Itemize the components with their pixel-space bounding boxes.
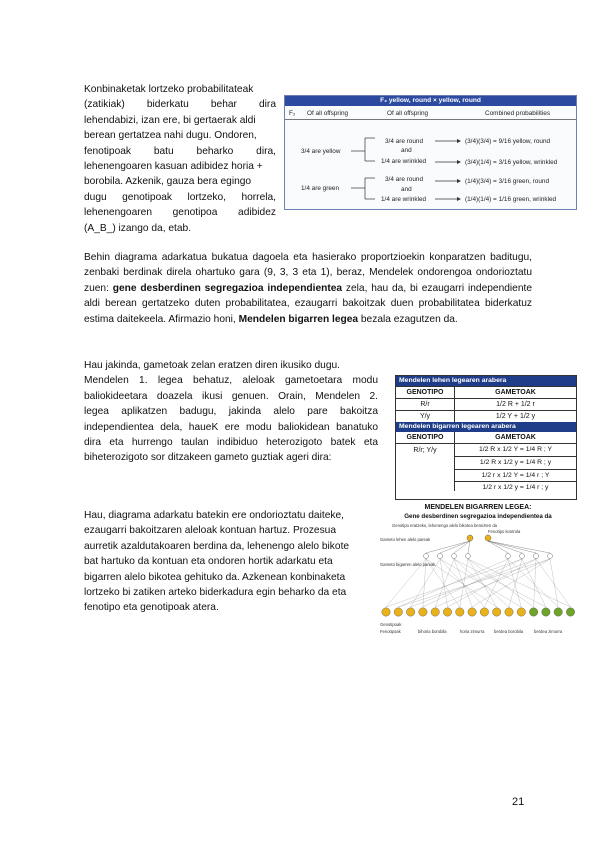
bold-term: gene desberdinen segregazioa independientea (112, 282, 343, 294)
text-line: Hau, diagrama adarkatu batekin ere ondorioztatu daiteke, (84, 510, 344, 521)
and-label: and (401, 147, 412, 154)
text-line: Mendelen 1. legea behatuz, aleloak gametoetara modu (84, 375, 378, 387)
offspring-seed (529, 608, 537, 616)
text-line: independientea dela, haueK ere modu baliokidean banatuko (84, 421, 378, 433)
table-row (396, 398, 576, 410)
diagram-note: Fenotipo kontrola (488, 529, 521, 534)
diagram-note: berdea zimurra (534, 629, 563, 634)
offspring-seed (566, 608, 574, 616)
figure-header: F₂ yellow, round × yellow, round (285, 96, 576, 106)
header-genotype: GENOTIPO (396, 387, 455, 398)
diagram-note: Gameto lehen alelo pareak (380, 537, 431, 542)
text-line: dira eta hurrengo taulan indibiduo heterozigoto batek eta (84, 437, 378, 449)
gamete-node (466, 554, 471, 559)
column-header: Of all offspring (307, 110, 349, 117)
text-line: berean gertatzea nahi dugu. Ondoren, (84, 130, 257, 142)
probability-branch-figure (284, 95, 577, 210)
text-line: Konbinaketak lortzeko probabilitateak (84, 84, 254, 95)
gamete-node (452, 554, 457, 559)
green-fraction: 1/4 are green (301, 185, 340, 192)
table-header-row (396, 432, 576, 443)
offspring-seed (480, 608, 488, 616)
text-run: Behin diagrama adarkatua bukatua dagoela eta hasierako proportzioekin konparatzen baditugu, zenbaki berdinak direla ohartuko gara (9, 3, 3 eta 1), beraz, Mendelek ondorengoa ondorioztatu zuen: (84, 252, 532, 294)
text-line: lehenengoaren genotipoa adibidez (84, 207, 276, 219)
gamete-node (548, 554, 553, 559)
page-number: 21 (512, 796, 525, 808)
paragraph-gametes (84, 358, 378, 466)
diagram-note: Genotipoak (380, 622, 402, 627)
offspring-seed (419, 608, 427, 616)
gametes-cell: 1/2 r x 1/2 y = 1/4 r ; y (482, 484, 549, 492)
text-line: (zatikiak) biderkatu behar dira (84, 99, 276, 111)
cross-diagram-graphic (378, 504, 578, 636)
branch-lines (285, 96, 576, 209)
gamete-node (424, 554, 429, 559)
combined-probability: (3/4)(1/4) = 3/16 yellow, wrinkled (465, 159, 558, 166)
yellow-fraction: 3/4 are yellow (301, 148, 341, 155)
paragraph-branch-diagram (84, 508, 374, 616)
text-line: lortzeko bi zatiken arteko biderkadura egin beharko da eta (84, 587, 347, 599)
offspring-seed (456, 608, 464, 616)
offspring-seed (517, 608, 525, 616)
text-line: Hau jakinda, gametoak zelan eratzen diren ikusiko dugu. (84, 360, 340, 371)
text-line: fenotipo eta genotipoak atera. (84, 602, 219, 614)
gametes-cell: 1/2 r x 1/2 Y = 1/4 r ; Y (455, 470, 576, 483)
diagram-note: Gameto bigarren alelo pareak (380, 562, 436, 567)
diagram-note: Genotipo eratzeko, lehenengo alelo bikotea bereizten da (392, 523, 497, 528)
second-law-diagram (378, 504, 578, 636)
table-header-row (396, 386, 576, 398)
diagram-note: Fenotipoak (380, 629, 401, 634)
diagram-note: berdea borobila (494, 629, 524, 634)
text-line: bat hartuko da kontuan eta ondoren hortik adarkatu eta (84, 556, 333, 568)
offspring-seed (554, 608, 562, 616)
text-line: legea aplikatzen badugu, jakinda alelo pare bakoitza (84, 406, 378, 418)
wrinkled-fraction: 1/4 are wrinkled (381, 196, 427, 203)
table-row (396, 443, 576, 491)
genotype-cell: Y/y (396, 411, 455, 422)
text-line: fenotipoak batu beharko dira, (84, 145, 276, 157)
text-line: borobila. Azkenik, gauza bera egingo (84, 176, 252, 188)
parent-seed (467, 535, 473, 541)
text-run: zela, hau da, bi ezaugarri independiente aldi berean gertatzeko duten probabilitatea, ezaugarri bakoitzak duen probabilitatea biderkatuz estima daitekeela. Afirmazio honi, (84, 282, 532, 325)
text-line: bigarren alelo bikotea gehituko da. Azkenean konbinaketa (84, 571, 346, 583)
header-gametes: GAMETOAK (495, 434, 536, 441)
gamete-node (520, 554, 525, 559)
round-fraction: 3/4 are round (385, 176, 424, 183)
table-band-first-law: Mendelen lehen legearen arabera (396, 376, 576, 386)
text-line: aurretik azaldutakoaren berdina da, lehenengo alelo bikote (84, 540, 350, 552)
offspring-seed (382, 608, 390, 616)
gametes-cell: 1/2 R + 1/2 r (496, 401, 535, 408)
combined-probability: (3/4)(3/4) = 9/16 yellow, round (465, 138, 551, 145)
bold-term: Mendelen bigarren legea (238, 313, 359, 325)
table-band-second-law: Mendelen bigarren legearen arabera (396, 422, 576, 432)
gametes-table (395, 375, 577, 500)
gametes-cell: 1/2 R x 1/2 y = 1/4 R ; y (455, 457, 576, 470)
text-line: (A_B_) izango da, etab. (84, 222, 192, 234)
gametes-cell: 1/2 R x 1/2 Y = 1/4 R ; Y (455, 444, 576, 457)
offspring-seed (394, 608, 402, 616)
column-header: Combined probabilities (485, 110, 551, 117)
header-gametes: GAMETOAK (495, 389, 536, 396)
genotype-cell: R/r (396, 399, 455, 410)
text-line: biheterozigoto sor ditzakeen gameto guztiak ageri dira: (84, 452, 332, 464)
paragraph-combinations (84, 82, 276, 236)
column-header: Of all offspring (387, 110, 429, 117)
text-line: lehendabizi, izan ere, bi gertaerak aldi (84, 114, 256, 126)
paragraph-second-law (84, 250, 532, 327)
and-label: and (401, 186, 412, 193)
offspring-seed (505, 608, 513, 616)
offspring-seed (443, 608, 451, 616)
diagram-title: MENDELEN BIGARREN LEGEA: (424, 504, 532, 511)
offspring-seed (542, 608, 550, 616)
table-row (396, 410, 576, 422)
round-fraction: 3/4 are round (385, 138, 424, 145)
gametes-cell: 1/2 Y + 1/2 y (495, 413, 536, 420)
text-run: bezala ezagutzen da. (358, 313, 458, 325)
parent-seed (485, 535, 491, 541)
text-line: ezaugarri bakoitzaren aleloak kontuan hartuz. Prozesua (84, 525, 337, 537)
gamete-node (438, 554, 443, 559)
wrinkled-fraction: 1/4 are wrinkled (381, 158, 427, 165)
text-line: lehenengoaren kasuan adibidez horia + (84, 161, 263, 173)
offspring-seed (406, 608, 414, 616)
text-line: dugu genotipoak lortzeko, horrela, (84, 191, 276, 203)
combined-probability: (1/4)(1/4) = 1/16 green, wrinkled (465, 196, 557, 203)
genotype-cell: R/r; Y/y (396, 444, 455, 491)
text-line: baliokideetara doazela ikusi genuen. Orain, Mendelen 2. (84, 390, 378, 402)
diagram-note: horia zimurra (460, 629, 485, 634)
offspring-seed (493, 608, 501, 616)
f2-label: F₂ (289, 110, 296, 117)
offspring-seed (468, 608, 476, 616)
gamete-node (506, 554, 511, 559)
header-genotype: GENOTIPO (396, 432, 455, 443)
combined-probability: (1/4)(3/4) = 3/16 green, round (465, 178, 550, 185)
gamete-node (534, 554, 539, 559)
diagram-subtitle: Gene desberdinen segregazioa independientea da (404, 513, 552, 520)
offspring-seed (431, 608, 439, 616)
diagram-note: bihoria borobila (418, 629, 447, 634)
